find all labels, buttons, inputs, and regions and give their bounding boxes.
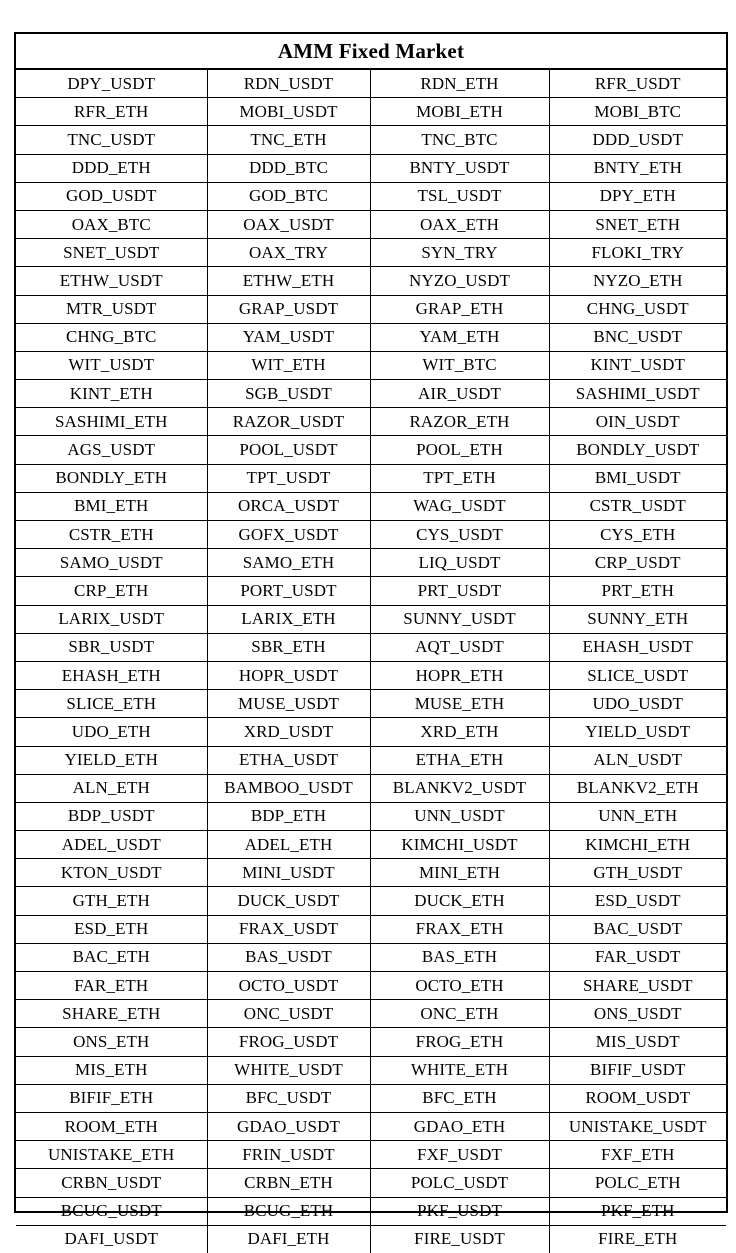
table-row <box>16 718 726 746</box>
trading-pair-cell: SAMO_ETH <box>207 549 370 577</box>
table-row <box>16 1141 726 1169</box>
table-row <box>16 408 726 436</box>
trading-pair-cell: HOPR_USDT <box>207 661 370 689</box>
trading-pair-cell: KIMCHI_USDT <box>370 831 549 859</box>
trading-pair-cell: PRT_ETH <box>549 577 726 605</box>
trading-pair-cell: CSTR_ETH <box>16 521 207 549</box>
trading-pair-cell: CSTR_USDT <box>549 492 726 520</box>
table-title: AMM Fixed Market <box>16 34 726 69</box>
trading-pair-cell: WAG_USDT <box>370 492 549 520</box>
trading-pair-cell: YIELD_USDT <box>549 718 726 746</box>
trading-pair-cell: CRP_ETH <box>16 577 207 605</box>
trading-pair-cell: FROG_USDT <box>207 1028 370 1056</box>
trading-pair-cell: MTR_USDT <box>16 295 207 323</box>
trading-pair-cell: DPY_USDT <box>67 73 156 93</box>
table-row <box>16 1225 726 1253</box>
trading-pair-cell: MUSE_USDT <box>207 690 370 718</box>
trading-pair-cell: MOBI_BTC <box>549 98 726 126</box>
trading-pair-cell: AQT_USDT <box>370 633 549 661</box>
trading-pair-cell: ADEL_ETH <box>207 831 370 859</box>
trading-pair-cell: POOL_ETH <box>370 436 549 464</box>
trading-pair-cell: CRP_USDT <box>549 549 726 577</box>
amm-fixed-market-table <box>16 34 726 1253</box>
trading-pair-cell: BFC_ETH <box>370 1084 549 1112</box>
table-row <box>16 69 726 98</box>
trading-pair-cell: BIFIF_ETH <box>16 1084 207 1112</box>
trading-pair-cell: MUSE_ETH <box>370 690 549 718</box>
trading-pair-cell: XRD_USDT <box>207 718 370 746</box>
trading-pair-cell: GTH_USDT <box>549 859 726 887</box>
trading-pair-cell: GDAO_ETH <box>370 1112 549 1140</box>
trading-pair-cell: SASHIMI_USDT <box>549 380 726 408</box>
table-row <box>16 1000 726 1028</box>
trading-pair-cell: CRBN_USDT <box>16 1169 207 1197</box>
table-row <box>16 774 726 802</box>
trading-pair-cell: SBR_USDT <box>16 633 207 661</box>
trading-pair-cell: YIELD_ETH <box>16 746 207 774</box>
table-body <box>16 69 726 1253</box>
market-table-frame <box>14 32 728 1249</box>
trading-pair-cell: CRBN_ETH <box>207 1169 370 1197</box>
trading-pair-cell: YAM_ETH <box>370 323 549 351</box>
trading-pair-cell: AIR_USDT <box>370 380 549 408</box>
trading-pair-cell: RFR_ETH <box>16 98 207 126</box>
trading-pair-cell: BAMBOO_USDT <box>207 774 370 802</box>
table-row <box>16 182 726 210</box>
trading-pair-cell: FRIN_USDT <box>207 1141 370 1169</box>
table-row <box>16 577 726 605</box>
trading-pair-cell: SBR_ETH <box>207 633 370 661</box>
table-row <box>16 831 726 859</box>
trading-pair-cell: TPT_USDT <box>207 464 370 492</box>
trading-pair-cell: LARIX_USDT <box>16 605 207 633</box>
trading-pair-cell: ALN_ETH <box>16 774 207 802</box>
trading-pair-cell: ALN_USDT <box>549 746 726 774</box>
trading-pair-cell: SUNNY_USDT <box>370 605 549 633</box>
trading-pair-cell: MINI_ETH <box>370 859 549 887</box>
table-row <box>16 1084 726 1112</box>
trading-pair-cell: RDN_USDT <box>207 69 370 98</box>
trading-pair-cell: SAMO_USDT <box>16 549 207 577</box>
trading-pair-cell: BAS_USDT <box>207 943 370 971</box>
trading-pair-cell: LIQ_USDT <box>370 549 549 577</box>
trading-pair-cell: KINT_ETH <box>16 380 207 408</box>
trading-pair-cell: ETHW_ETH <box>207 267 370 295</box>
trading-pair-cell: FRAX_USDT <box>207 915 370 943</box>
trading-pair-cell: SHARE_ETH <box>16 1000 207 1028</box>
trading-pair-cell: MIS_USDT <box>549 1028 726 1056</box>
trading-pair-cell: ONS_USDT <box>549 1000 726 1028</box>
trading-pair-cell: NYZO_ETH <box>549 267 726 295</box>
trading-pair-cell: WHITE_ETH <box>370 1056 549 1084</box>
trading-pair-cell: FIRE_ETH <box>549 1225 726 1253</box>
table-row <box>16 295 726 323</box>
table-header-row <box>16 34 726 69</box>
trading-pair-cell: UDO_ETH <box>16 718 207 746</box>
trading-pair-cell: GOFX_USDT <box>207 521 370 549</box>
trading-pair-cell: PORT_USDT <box>207 577 370 605</box>
trading-pair-cell: MOBI_ETH <box>370 98 549 126</box>
trading-pair-cell: SHARE_USDT <box>549 972 726 1000</box>
trading-pair-cell: OAX_TRY <box>207 239 370 267</box>
table-row <box>16 210 726 238</box>
trading-pair-cell: BONDLY_USDT <box>549 436 726 464</box>
trading-pair-cell: TSL_USDT <box>370 182 549 210</box>
trading-pair-cell: BDP_USDT <box>16 802 207 830</box>
table-row <box>16 605 726 633</box>
trading-pair-cell: RFR_USDT <box>549 69 726 98</box>
trading-pair-cell: SYN_TRY <box>370 239 549 267</box>
trading-pair-cell: WHITE_USDT <box>207 1056 370 1084</box>
table-row <box>16 972 726 1000</box>
trading-pair-cell: BNC_USDT <box>549 323 726 351</box>
trading-pair-cell: POLC_USDT <box>370 1169 549 1197</box>
trading-pair-cell: UNN_USDT <box>370 802 549 830</box>
trading-pair-cell: GRAP_ETH <box>370 295 549 323</box>
table-row <box>16 521 726 549</box>
trading-pair-cell: TPT_ETH <box>370 464 549 492</box>
trading-pair-cell: ETHA_USDT <box>207 746 370 774</box>
trading-pair-cell: UNISTAKE_USDT <box>549 1112 726 1140</box>
table-row <box>16 746 726 774</box>
trading-pair-cell: MOBI_USDT <box>207 98 370 126</box>
trading-pair-cell: ETHW_USDT <box>16 267 207 295</box>
table-row <box>16 323 726 351</box>
table-row <box>16 380 726 408</box>
table-row <box>16 1056 726 1084</box>
trading-pair-cell: OCTO_ETH <box>370 972 549 1000</box>
trading-pair-cell: CHNG_USDT <box>549 295 726 323</box>
table-row <box>16 633 726 661</box>
trading-pair-cell: BAC_USDT <box>549 915 726 943</box>
trading-pair-cell: GTH_ETH <box>16 887 207 915</box>
table-row <box>16 239 726 267</box>
trading-pair-cell: DDD_BTC <box>207 154 370 182</box>
trading-pair-cell: ROOM_ETH <box>16 1112 207 1140</box>
trading-pair-cell: DUCK_ETH <box>370 887 549 915</box>
trading-pair-cell: FLOKI_TRY <box>549 239 726 267</box>
trading-pair-cell: SGB_USDT <box>207 380 370 408</box>
trading-pair-cell: BAC_ETH <box>16 943 207 971</box>
trading-pair-cell: BFC_USDT <box>207 1084 370 1112</box>
trading-pair-cell: WIT_BTC <box>370 351 549 379</box>
table-row <box>16 802 726 830</box>
trading-pair-cell: PKF_ETH <box>549 1197 726 1225</box>
trading-pair-cell: RAZOR_ETH <box>370 408 549 436</box>
table-row <box>16 1028 726 1056</box>
trading-pair-cell: TNC_ETH <box>207 126 370 154</box>
trading-pair-cell: LARIX_ETH <box>207 605 370 633</box>
trading-pair-cell: GOD_USDT <box>16 182 207 210</box>
trading-pair-cell: POOL_USDT <box>207 436 370 464</box>
table-row <box>16 436 726 464</box>
trading-pair-cell: BCUG_USDT <box>16 1197 207 1225</box>
trading-pair-cell: TNC_BTC <box>370 126 549 154</box>
trading-pair-cell: SUNNY_ETH <box>549 605 726 633</box>
table-row <box>16 154 726 182</box>
trading-pair-cell: BLANKV2_USDT <box>370 774 549 802</box>
trading-pair-cell: DAFI_ETH <box>207 1225 370 1253</box>
trading-pair-cell: FXF_ETH <box>549 1141 726 1169</box>
trading-pair-cell: HOPR_ETH <box>370 661 549 689</box>
trading-pair-cell: BONDLY_ETH <box>16 464 207 492</box>
trading-pair-cell: FXF_USDT <box>370 1141 549 1169</box>
table-row <box>16 126 726 154</box>
table-row <box>16 915 726 943</box>
trading-pair-cell: DAFI_USDT <box>16 1225 207 1253</box>
trading-pair-cell: OAX_BTC <box>16 210 207 238</box>
trading-pair-cell: BLANKV2_ETH <box>549 774 726 802</box>
trading-pair-cell: EHASH_USDT <box>549 633 726 661</box>
trading-pair-cell: KIMCHI_ETH <box>549 831 726 859</box>
trading-pair-cell: ONC_ETH <box>370 1000 549 1028</box>
trading-pair-cell: DPY_ETH <box>549 182 726 210</box>
trading-pair-cell: WIT_USDT <box>16 351 207 379</box>
table-row <box>16 859 726 887</box>
trading-pair-cell: BMI_ETH <box>16 492 207 520</box>
table-row <box>16 1169 726 1197</box>
trading-pair-cell: ONS_ETH <box>16 1028 207 1056</box>
trading-pair-cell: BCUG_ETH <box>207 1197 370 1225</box>
trading-pair-cell: UDO_USDT <box>549 690 726 718</box>
trading-pair-cell: ONC_USDT <box>207 1000 370 1028</box>
trading-pair-cell: KINT_USDT <box>549 351 726 379</box>
trading-pair-cell: TNC_USDT <box>16 126 207 154</box>
trading-pair-cell: OCTO_USDT <box>207 972 370 1000</box>
trading-pair-cell: PRT_USDT <box>370 577 549 605</box>
trading-pair-cell: GDAO_USDT <box>207 1112 370 1140</box>
trading-pair-cell: SLICE_ETH <box>16 690 207 718</box>
trading-pair-cell: WIT_ETH <box>207 351 370 379</box>
trading-pair-cell: DUCK_USDT <box>207 887 370 915</box>
table-row <box>16 1197 726 1225</box>
trading-pair-cell: MINI_USDT <box>207 859 370 887</box>
trading-pair-cell: GRAP_USDT <box>207 295 370 323</box>
trading-pair-cell: NYZO_USDT <box>370 267 549 295</box>
table-row <box>16 943 726 971</box>
trading-pair-cell: PKF_USDT <box>370 1197 549 1225</box>
trading-pair-cell: FIRE_USDT <box>370 1225 549 1253</box>
trading-pair-cell: DDD_ETH <box>16 154 207 182</box>
trading-pair-cell: FAR_USDT <box>549 943 726 971</box>
trading-pair-cell: CHNG_BTC <box>16 323 207 351</box>
trading-pair-cell: CYS_USDT <box>370 521 549 549</box>
trading-pair-cell: OAX_USDT <box>207 210 370 238</box>
trading-pair-cell: FRAX_ETH <box>370 915 549 943</box>
trading-pair-cell: AGS_USDT <box>16 436 207 464</box>
trading-pair-cell: MIS_ETH <box>16 1056 207 1084</box>
trading-pair-cell: SASHIMI_ETH <box>16 408 207 436</box>
table-row <box>16 887 726 915</box>
trading-pair-cell: FROG_ETH <box>370 1028 549 1056</box>
trading-pair-cell: BNTY_USDT <box>370 154 549 182</box>
trading-pair-cell: SNET_USDT <box>16 239 207 267</box>
trading-pair-cell: OIN_USDT <box>549 408 726 436</box>
trading-pair-cell: GOD_BTC <box>207 182 370 210</box>
trading-pair-cell: ESD_ETH <box>16 915 207 943</box>
trading-pair-cell: YAM_USDT <box>207 323 370 351</box>
trading-pair-cell: ESD_USDT <box>549 887 726 915</box>
trading-pair-cell: ETHA_ETH <box>370 746 549 774</box>
table-row <box>16 690 726 718</box>
trading-pair-cell: ADEL_USDT <box>16 831 207 859</box>
trading-pair-cell: XRD_ETH <box>370 718 549 746</box>
table-row <box>16 464 726 492</box>
trading-pair-cell: ORCA_USDT <box>207 492 370 520</box>
trading-pair-cell: BMI_USDT <box>549 464 726 492</box>
table-row <box>16 661 726 689</box>
trading-pair-cell: RAZOR_USDT <box>207 408 370 436</box>
trading-pair-cell: SLICE_USDT <box>549 661 726 689</box>
table-row <box>16 267 726 295</box>
trading-pair-cell: CYS_ETH <box>549 521 726 549</box>
table-row <box>16 98 726 126</box>
trading-pair-cell: UNISTAKE_ETH <box>16 1141 207 1169</box>
trading-pair-cell: POLC_ETH <box>549 1169 726 1197</box>
trading-pair-cell: BAS_ETH <box>370 943 549 971</box>
trading-pair-cell: RDN_ETH <box>370 69 549 98</box>
trading-pair-cell: SNET_ETH <box>549 210 726 238</box>
trading-pair-cell: KTON_USDT <box>16 859 207 887</box>
table-row <box>16 492 726 520</box>
trading-pair-cell: EHASH_ETH <box>16 661 207 689</box>
trading-pair-cell: FAR_ETH <box>16 972 207 1000</box>
trading-pair-cell: BDP_ETH <box>207 802 370 830</box>
table-row <box>16 549 726 577</box>
trading-pair-cell: ROOM_USDT <box>549 1084 726 1112</box>
table-row <box>16 351 726 379</box>
trading-pair-cell: BNTY_ETH <box>549 154 726 182</box>
trading-pair-cell: BIFIF_USDT <box>549 1056 726 1084</box>
trading-pair-cell: UNN_ETH <box>549 802 726 830</box>
trading-pair-cell: DDD_USDT <box>549 126 726 154</box>
trading-pair-cell: OAX_ETH <box>370 210 549 238</box>
table-row <box>16 1112 726 1140</box>
